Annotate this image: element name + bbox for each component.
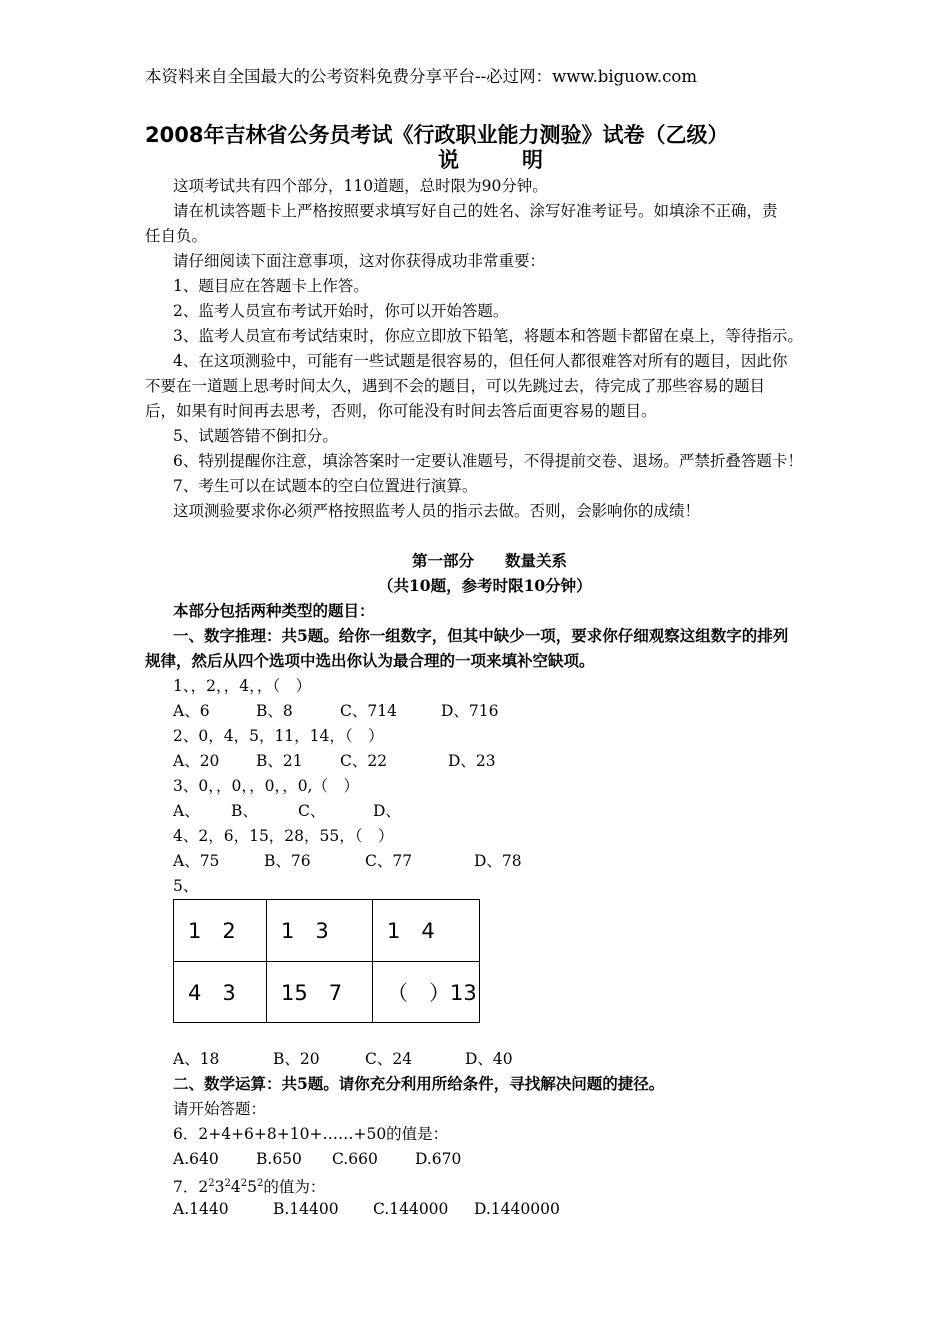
intro-line: 6、特别提醒你注意，填涂答案时一定要认准题号，不得提前交卷、退场。严禁折叠答题卡！ bbox=[173, 452, 803, 470]
option-c: C、22 bbox=[340, 752, 388, 770]
option-a: A、75 bbox=[173, 852, 220, 870]
table-cell: 1 3 bbox=[267, 900, 373, 962]
base: 3 bbox=[214, 1178, 225, 1197]
table-cell: 15 7 bbox=[267, 961, 373, 1023]
option-b: B.14400 bbox=[273, 1200, 339, 1218]
question-3: 3、0，，0，，0，，0,（ ） bbox=[173, 777, 359, 795]
table-cell: 1 4 bbox=[373, 900, 480, 962]
option-b: B、76 bbox=[264, 852, 311, 870]
intro-line: 3、监考人员宣布考试结束时，你应立即放下铅笔，将题本和答题卡都留在桌上，等待指示。 bbox=[173, 327, 803, 345]
intro-line: 7、考生可以在试题本的空白位置进行演算。 bbox=[173, 477, 478, 495]
option-d: D.670 bbox=[415, 1150, 462, 1168]
question-4: 4、2，6，15，28，55，（ ） bbox=[173, 827, 394, 845]
option-d: D、716 bbox=[441, 702, 499, 720]
option-a: A、 bbox=[173, 802, 200, 820]
part-description: 本部分包括两种类型的题目： bbox=[173, 601, 375, 620]
question-7-suffix: 的值为： bbox=[263, 1178, 326, 1197]
table-cell: 1 2 bbox=[174, 900, 267, 962]
intro-line: 后，如果有时间再去思考，否则，你可能没有时间去答后面更容易的题目。 bbox=[145, 402, 657, 420]
section-heading: 二、数学运算：共5题。请你充分利用所给条件，寻找解决问题的捷径。 bbox=[173, 1074, 665, 1093]
option-b: B.650 bbox=[256, 1150, 302, 1168]
part-subheading: （共10题，参考时限10分钟） bbox=[378, 576, 592, 595]
question-2: 2、0，4，5，11，14，（ ） bbox=[173, 727, 384, 745]
intro-line: 4、在这项测验中，可能有一些试题是很容易的，但任何人都很难答对所有的题目，因此你 bbox=[173, 352, 788, 370]
option-d: D、40 bbox=[465, 1050, 513, 1068]
intro-line: 这项考试共有四个部分，110道题，总时限为90分钟。 bbox=[173, 177, 548, 195]
intro-line: 1、题目应在答题卡上作答。 bbox=[173, 277, 369, 295]
option-c: C、24 bbox=[365, 1050, 413, 1068]
option-d: D.1440000 bbox=[474, 1200, 560, 1218]
intro-line: 任自负。 bbox=[145, 227, 208, 245]
option-c: C、77 bbox=[365, 852, 413, 870]
option-b: B、20 bbox=[273, 1050, 320, 1068]
intro-line: 请在机读答题卡上严格按照要求填写好自己的姓名、涂写好准考证号。如填涂不正确，责 bbox=[173, 202, 778, 220]
instructions-heading: 说 明 bbox=[438, 148, 543, 172]
section-heading: 一、数字推理：共5题。给你一组数字，但其中缺少一项，要求你仔细观察这组数字的排列 bbox=[173, 626, 789, 645]
option-c: C、714 bbox=[340, 702, 397, 720]
section-heading: 规律，然后从四个选项中选出你认为最合理的一项来填补空缺项。 bbox=[145, 651, 595, 670]
option-a: A.1440 bbox=[173, 1200, 229, 1218]
question-5: 5、 bbox=[173, 877, 199, 895]
option-b: B、 bbox=[231, 802, 258, 820]
exponent: 2 bbox=[224, 1178, 231, 1189]
part-heading: 第一部分 数量关系 bbox=[412, 551, 568, 570]
intro-line: 请仔细阅读下面注意事项，这对你获得成功非常重要： bbox=[173, 252, 546, 270]
option-a: A、20 bbox=[173, 752, 220, 770]
table-row bbox=[174, 961, 480, 1023]
option-b: B、8 bbox=[256, 702, 293, 720]
question-1: 1、，2，，4，，（ ） bbox=[173, 677, 312, 695]
table-cell: 4 3 bbox=[174, 961, 267, 1023]
option-d: D、 bbox=[373, 802, 401, 820]
option-a: A.640 bbox=[173, 1150, 219, 1168]
question-7-text: 7．2 bbox=[173, 1178, 209, 1197]
option-c: C.660 bbox=[332, 1150, 378, 1168]
start-prompt: 请开始答题： bbox=[173, 1100, 267, 1118]
intro-line: 这项测验要求你必须严格按照监考人员的指示去做。否则，会影响你的成绩！ bbox=[173, 502, 701, 520]
question-6: 6．2+4+6+8+10+……+50的值是： bbox=[173, 1125, 449, 1143]
option-c: C.144000 bbox=[373, 1200, 449, 1218]
question-7 bbox=[173, 1174, 325, 1197]
base: 5 bbox=[247, 1178, 257, 1197]
option-a: A、18 bbox=[173, 1050, 220, 1068]
exponent: 2 bbox=[208, 1178, 215, 1189]
intro-line: 不要在一道题上思考时间太久，遇到不会的题目，可以先跳过去，待完成了那些容易的题目 bbox=[145, 377, 766, 395]
option-d: D、78 bbox=[474, 852, 522, 870]
table-row bbox=[174, 900, 480, 962]
number-grid-table bbox=[173, 899, 480, 1023]
exponent: 2 bbox=[256, 1178, 264, 1189]
option-a: A、6 bbox=[173, 702, 210, 720]
option-b: B、21 bbox=[256, 752, 303, 770]
option-d: D、23 bbox=[448, 752, 496, 770]
base: 4 bbox=[230, 1178, 241, 1197]
exam-title: 2008年吉林省公务员考试《行政职业能力测验》试卷（乙级） bbox=[145, 123, 729, 147]
intro-line: 2、监考人员宣布考试开始时，你可以开始答题。 bbox=[173, 302, 509, 320]
intro-line: 5、试题答错不倒扣分。 bbox=[173, 427, 338, 445]
table-cell: （ ）13 bbox=[373, 961, 480, 1023]
exponent: 2 bbox=[240, 1178, 248, 1189]
option-c: C、 bbox=[298, 802, 326, 820]
source-header: 本资料来自全国最大的公考资料免费分享平台--必过网：www.biguow.com bbox=[145, 67, 698, 86]
